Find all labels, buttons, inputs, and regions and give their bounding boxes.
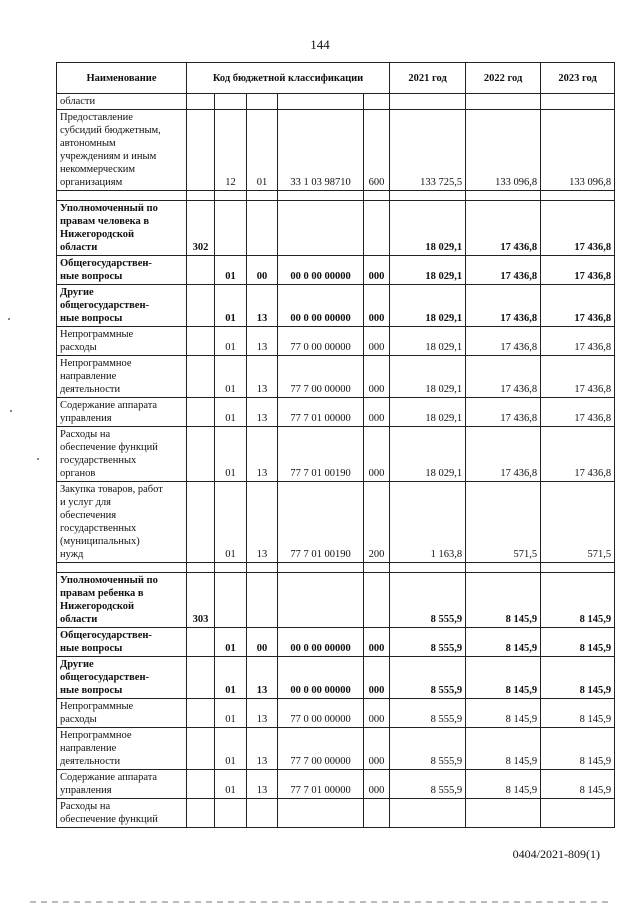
cell-section-code [215,94,247,110]
cell-department-code [187,327,215,356]
cell-target-article-code [278,573,364,628]
cell-amount-2022: 8 145,9 [466,728,541,770]
cell-name: Содержание аппарата управления [57,770,187,799]
cell-target-article-code: 00 0 00 00000 [278,628,364,657]
cell-target-article-code: 00 0 00 00000 [278,256,364,285]
table-row [57,201,615,256]
cell-department-code: 302 [187,201,215,256]
table-row [57,628,615,657]
table-row [57,327,615,356]
cell-target-article-code: 77 7 00 00000 [278,728,364,770]
cell-amount-2021: 18 029,1 [390,427,466,482]
cell-amount-2023: 17 436,8 [541,327,615,356]
cell-department-code [187,657,215,699]
cell-expense-type-code [364,201,390,256]
cell-amount-2023: 17 436,8 [541,427,615,482]
separator-cell [215,563,247,573]
page-number: 144 [310,37,330,52]
cell-target-article-code: 77 0 00 00000 [278,699,364,728]
cell-department-code [187,427,215,482]
table-body [57,94,615,828]
cell-expense-type-code: 000 [364,256,390,285]
cell-amount-2021: 18 029,1 [390,398,466,427]
cell-section-code: 01 [215,356,247,398]
cell-department-code [187,110,215,191]
cell-target-article-code: 77 7 01 00190 [278,482,364,563]
cell-subsection-code: 13 [247,427,278,482]
separator-cell [187,191,215,201]
cell-expense-type-code: 200 [364,482,390,563]
separator-row [57,563,615,573]
cell-target-article-code: 77 7 01 00000 [278,398,364,427]
separator-cell [364,563,390,573]
cell-name: Общегосударствен- ные вопросы [57,256,187,285]
cell-amount-2022: 17 436,8 [466,201,541,256]
table-row [57,699,615,728]
cell-section-code [215,201,247,256]
cell-amount-2022: 8 145,9 [466,699,541,728]
cell-expense-type-code: 000 [364,356,390,398]
cell-expense-type-code [364,799,390,828]
cell-section-code [215,573,247,628]
cell-subsection-code: 13 [247,356,278,398]
cell-amount-2023: 8 145,9 [541,699,615,728]
cell-section-code: 01 [215,285,247,327]
cell-amount-2021: 8 555,9 [390,573,466,628]
separator-cell [541,563,615,573]
cell-department-code [187,770,215,799]
cell-department-code [187,699,215,728]
cell-amount-2023: 17 436,8 [541,285,615,327]
cell-name: Общегосударствен- ные вопросы [57,628,187,657]
table-row [57,285,615,327]
separator-cell [278,191,364,201]
cell-amount-2022: 133 096,8 [466,110,541,191]
header-year-2022: 2022 год [466,63,541,94]
cell-subsection-code: 13 [247,285,278,327]
cell-amount-2022: 571,5 [466,482,541,563]
table-row [57,94,615,110]
scan-artifact-dot [10,410,12,412]
cell-department-code [187,398,215,427]
cell-amount-2021 [390,799,466,828]
cell-amount-2022: 17 436,8 [466,398,541,427]
cell-section-code: 01 [215,728,247,770]
cell-target-article-code [278,799,364,828]
cell-subsection-code [247,799,278,828]
document-code: 0404/2021-809(1) [512,847,600,861]
cell-name: Другие общегосударствен- ные вопросы [57,657,187,699]
cell-subsection-code: 13 [247,699,278,728]
cell-amount-2023: 8 145,9 [541,657,615,699]
cell-target-article-code: 77 7 00 00000 [278,356,364,398]
table-header-row [57,63,615,94]
header-year-2023: 2023 год [541,63,615,94]
cell-amount-2022: 17 436,8 [466,327,541,356]
table-row [57,728,615,770]
cell-amount-2023: 8 145,9 [541,728,615,770]
table-row [57,573,615,628]
separator-cell [466,563,541,573]
scan-artifact-dot [8,318,10,320]
cell-expense-type-code [364,573,390,628]
cell-amount-2023: 8 145,9 [541,628,615,657]
cell-subsection-code: 13 [247,770,278,799]
table-row [57,482,615,563]
cell-section-code: 01 [215,770,247,799]
cell-amount-2022: 8 145,9 [466,770,541,799]
cell-amount-2023: 8 145,9 [541,770,615,799]
cell-amount-2022 [466,799,541,828]
cell-section-code: 01 [215,482,247,563]
table-row [57,427,615,482]
cell-name: Непрограммные расходы [57,699,187,728]
cell-amount-2021 [390,94,466,110]
cell-name: Закупка товаров, работ и услуг для обеспечения государственных (муниципальных) нужд [57,482,187,563]
cell-name: Непрограммное направление деятельности [57,356,187,398]
separator-cell [57,563,187,573]
cell-amount-2022: 17 436,8 [466,256,541,285]
cell-expense-type-code: 000 [364,285,390,327]
cell-amount-2022: 8 145,9 [466,628,541,657]
cell-amount-2021: 8 555,9 [390,628,466,657]
cell-amount-2023 [541,94,615,110]
cell-department-code: 303 [187,573,215,628]
cell-amount-2022 [466,94,541,110]
table-row [57,256,615,285]
cell-expense-type-code: 000 [364,327,390,356]
scan-artifact-line [30,901,610,903]
cell-expense-type-code: 000 [364,728,390,770]
cell-target-article-code: 00 0 00 00000 [278,657,364,699]
cell-target-article-code: 00 0 00 00000 [278,285,364,327]
cell-expense-type-code: 000 [364,657,390,699]
cell-department-code [187,482,215,563]
separator-cell [390,191,466,201]
cell-name: Непрограммное направление деятельности [57,728,187,770]
cell-expense-type-code: 000 [364,427,390,482]
cell-department-code [187,94,215,110]
cell-amount-2022: 17 436,8 [466,356,541,398]
cell-amount-2021: 8 555,9 [390,657,466,699]
cell-subsection-code: 13 [247,657,278,699]
cell-name: Расходы на обеспечение функций [57,799,187,828]
cell-department-code [187,799,215,828]
cell-subsection-code: 00 [247,256,278,285]
separator-cell [466,191,541,201]
cell-target-article-code [278,201,364,256]
cell-amount-2023: 17 436,8 [541,256,615,285]
separator-cell [364,191,390,201]
cell-amount-2023: 17 436,8 [541,356,615,398]
cell-expense-type-code: 000 [364,699,390,728]
cell-target-article-code: 33 1 03 98710 [278,110,364,191]
table-row [57,657,615,699]
table-row [57,110,615,191]
cell-section-code: 01 [215,657,247,699]
cell-amount-2023: 571,5 [541,482,615,563]
cell-name: Непрограммные расходы [57,327,187,356]
separator-cell [541,191,615,201]
cell-expense-type-code: 600 [364,110,390,191]
cell-section-code: 01 [215,699,247,728]
cell-subsection-code [247,94,278,110]
cell-section-code: 01 [215,628,247,657]
cell-section-code [215,799,247,828]
cell-section-code: 12 [215,110,247,191]
cell-amount-2021: 18 029,1 [390,256,466,285]
cell-amount-2021: 18 029,1 [390,201,466,256]
separator-cell [57,191,187,201]
separator-cell [278,563,364,573]
cell-section-code: 01 [215,327,247,356]
header-year-2021: 2021 год [390,63,466,94]
separator-cell [247,191,278,201]
cell-amount-2021: 1 163,8 [390,482,466,563]
cell-target-article-code: 77 7 01 00000 [278,770,364,799]
cell-subsection-code [247,201,278,256]
cell-department-code [187,728,215,770]
cell-subsection-code: 13 [247,327,278,356]
cell-name: Другие общегосударствен- ные вопросы [57,285,187,327]
cell-name: Уполномоченный по правам человека в Нижегородской области [57,201,187,256]
cell-subsection-code: 13 [247,482,278,563]
cell-amount-2021: 8 555,9 [390,699,466,728]
cell-amount-2021: 18 029,1 [390,356,466,398]
cell-name: области [57,94,187,110]
cell-amount-2023 [541,799,615,828]
cell-name: Расходы на обеспечение функций государственных органов [57,427,187,482]
cell-department-code [187,628,215,657]
cell-department-code [187,256,215,285]
scan-artifact-dot [37,458,39,460]
cell-amount-2023: 8 145,9 [541,573,615,628]
cell-subsection-code [247,573,278,628]
separator-cell [187,563,215,573]
cell-section-code: 01 [215,398,247,427]
cell-amount-2021: 8 555,9 [390,728,466,770]
table-row [57,799,615,828]
budget-table [56,62,615,828]
cell-amount-2021: 133 725,5 [390,110,466,191]
cell-amount-2021: 18 029,1 [390,285,466,327]
separator-row [57,191,615,201]
cell-target-article-code: 77 0 00 00000 [278,327,364,356]
cell-subsection-code: 01 [247,110,278,191]
cell-subsection-code: 00 [247,628,278,657]
header-classification: Код бюджетной классификации [187,63,390,94]
cell-amount-2022: 17 436,8 [466,427,541,482]
cell-name: Предоставление субсидий бюджетным, автономным учреждениям и иным некоммерческим организациям [57,110,187,191]
cell-expense-type-code [364,94,390,110]
cell-amount-2023: 133 096,8 [541,110,615,191]
cell-amount-2023: 17 436,8 [541,398,615,427]
cell-amount-2022: 8 145,9 [466,573,541,628]
table-row [57,770,615,799]
cell-expense-type-code: 000 [364,770,390,799]
cell-amount-2021: 8 555,9 [390,770,466,799]
cell-name: Уполномоченный по правам ребенка в Нижегородской области [57,573,187,628]
cell-amount-2022: 8 145,9 [466,657,541,699]
cell-subsection-code: 13 [247,728,278,770]
cell-section-code: 01 [215,427,247,482]
cell-department-code [187,285,215,327]
cell-target-article-code: 77 7 01 00190 [278,427,364,482]
cell-amount-2021: 18 029,1 [390,327,466,356]
cell-target-article-code [278,94,364,110]
separator-cell [247,563,278,573]
separator-cell [215,191,247,201]
table-row [57,356,615,398]
cell-section-code: 01 [215,256,247,285]
cell-department-code [187,356,215,398]
cell-subsection-code: 13 [247,398,278,427]
cell-name: Содержание аппарата управления [57,398,187,427]
cell-expense-type-code: 000 [364,628,390,657]
cell-amount-2022: 17 436,8 [466,285,541,327]
separator-cell [390,563,466,573]
cell-amount-2023: 17 436,8 [541,201,615,256]
cell-expense-type-code: 000 [364,398,390,427]
table-row [57,398,615,427]
header-name: Наименование [57,63,187,94]
